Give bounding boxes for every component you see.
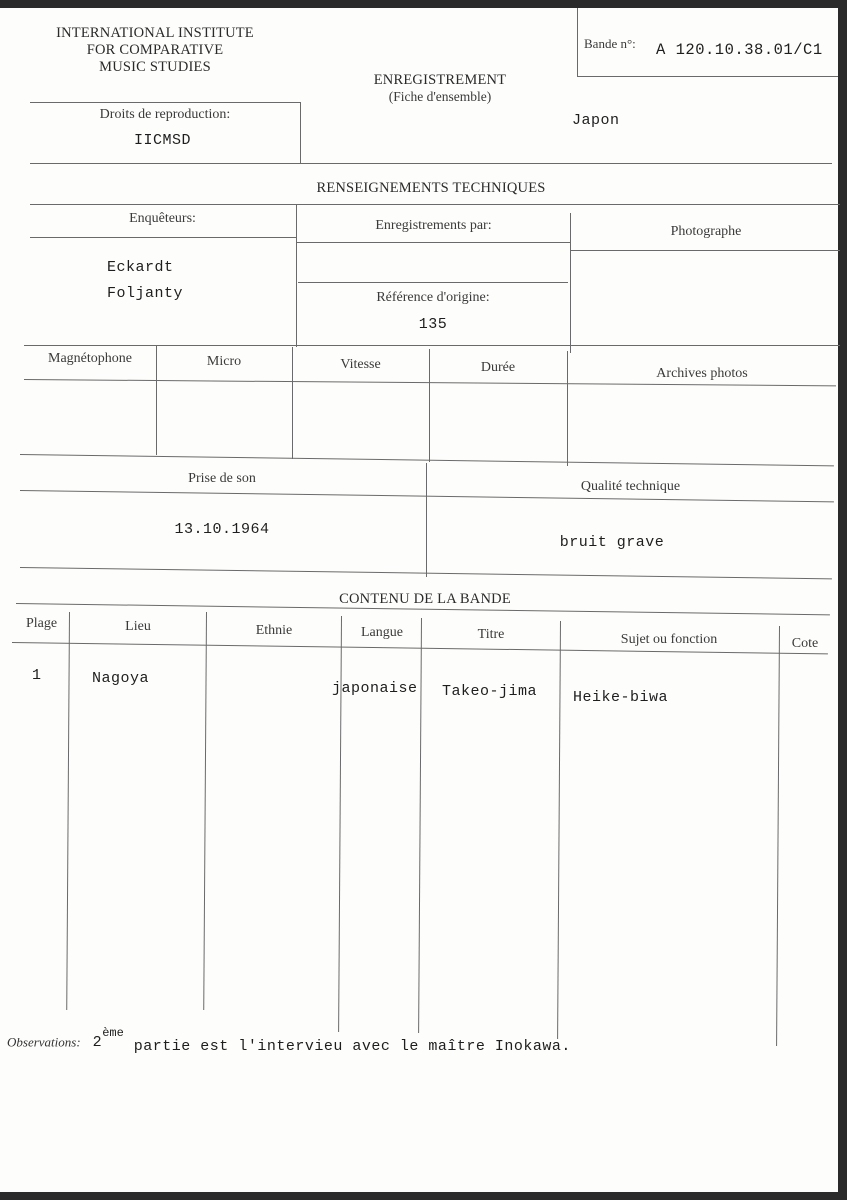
observations-superscript: ème xyxy=(102,1026,124,1040)
contenu-header-langue: Langue xyxy=(361,625,403,640)
equipment-col-divider-2 xyxy=(292,347,293,459)
observations xyxy=(7,1026,571,1056)
row-1-plage: 1 xyxy=(32,667,42,684)
reference-label: Référence d'origine: xyxy=(376,290,490,305)
reference-value: 135 xyxy=(418,316,448,333)
qualite-value: bruit grave xyxy=(559,534,665,551)
contenu-header-sujet: Sujet ou fonction xyxy=(620,632,718,647)
contenu-col-divider-5 xyxy=(557,621,561,1039)
enregistrement-title: ENREGISTREMENT xyxy=(373,72,507,88)
enregistrements-underline xyxy=(296,242,570,243)
contenu-col-divider-2 xyxy=(203,612,207,1010)
contenu-col-divider-4 xyxy=(418,618,422,1033)
tech-col-divider-1 xyxy=(296,204,297,347)
droits-label: Droits de reproduction: xyxy=(99,107,231,122)
contenu-col-divider-3 xyxy=(338,616,342,1032)
equipment-col-divider-1 xyxy=(156,345,157,455)
droits-top-line xyxy=(30,102,300,103)
institute-name xyxy=(20,25,290,76)
row-1-titre: Takeo-jima xyxy=(442,683,538,700)
record-sheet xyxy=(0,8,838,1192)
photographe-label: Photographe xyxy=(670,224,742,239)
bande-label: Bande n°: xyxy=(584,36,636,51)
section-contenu-title: CONTENU DE LA BANDE xyxy=(339,591,511,607)
equipment-header-duree: Durée xyxy=(480,360,516,375)
equipment-header-archives: Archives photos xyxy=(656,366,748,381)
contenu-col-divider-1 xyxy=(66,612,70,1010)
equipment-header-magnetophone: Magnétophone xyxy=(48,351,132,366)
tech-col-divider-2 xyxy=(570,213,571,353)
enqueteurs-label: Enquêteurs: xyxy=(129,211,196,226)
bande-number: A 120.10.38.01/C1 xyxy=(656,41,823,59)
contenu-col-divider-6 xyxy=(776,626,780,1046)
equipment-col-divider-3 xyxy=(429,349,430,462)
institute-line-3: MUSIC STUDIES xyxy=(99,59,211,75)
row-1-lieu: Nagoya xyxy=(92,670,150,687)
header-bottom-line xyxy=(30,163,832,164)
contenu-header-cote: Cote xyxy=(791,636,819,651)
bande-box-left xyxy=(577,8,578,76)
enregistrement-subtitle: (Fiche d'ensemble) xyxy=(388,89,492,104)
bande-box-bottom xyxy=(577,76,838,77)
country-value: Japon xyxy=(572,112,620,129)
prise-col-divider xyxy=(426,463,427,577)
prise-de-son-value: 13.10.1964 xyxy=(174,521,270,538)
reference-top-line xyxy=(298,282,568,283)
observations-ordinal: 2 xyxy=(92,1034,103,1052)
prise-de-son-label: Prise de son xyxy=(188,471,256,486)
enqueteur-name-1: Eckardt xyxy=(107,259,174,276)
contenu-header-lieu: Lieu xyxy=(125,619,151,634)
enregistrements-par-label: Enregistrements par: xyxy=(375,218,492,233)
droits-value: IICMSD xyxy=(133,132,191,149)
contenu-header-plage: Plage xyxy=(26,616,58,631)
equipment-col-divider-4 xyxy=(567,351,568,466)
row-1-sujet: Heike-biwa xyxy=(573,689,669,706)
section-techniques-title: RENSEIGNEMENTS TECHNIQUES xyxy=(316,180,546,196)
equipment-header-micro: Micro xyxy=(206,354,242,369)
institute-line-1: INTERNATIONAL INSTITUTE xyxy=(56,25,254,41)
contenu-header-titre: Titre xyxy=(477,627,505,642)
techniques-top-line xyxy=(30,204,840,205)
photographe-underline xyxy=(570,250,840,251)
enqueteur-name-2: Foljanty xyxy=(107,285,184,302)
qualite-label: Qualité technique xyxy=(580,479,681,494)
contenu-header-ethnie: Ethnie xyxy=(255,623,293,638)
enqueteurs-underline xyxy=(30,237,296,238)
equipment-header-vitesse: Vitesse xyxy=(340,357,381,372)
observations-text: partie est l'intervieu avec le maître Inokawa. xyxy=(133,1038,571,1056)
row-1-langue: japonaise xyxy=(332,680,418,697)
droits-right-line xyxy=(300,102,301,163)
equipment-top-line xyxy=(24,345,840,346)
institute-line-2: FOR COMPARATIVE xyxy=(86,42,224,58)
observations-label: Observations: xyxy=(7,1034,81,1050)
